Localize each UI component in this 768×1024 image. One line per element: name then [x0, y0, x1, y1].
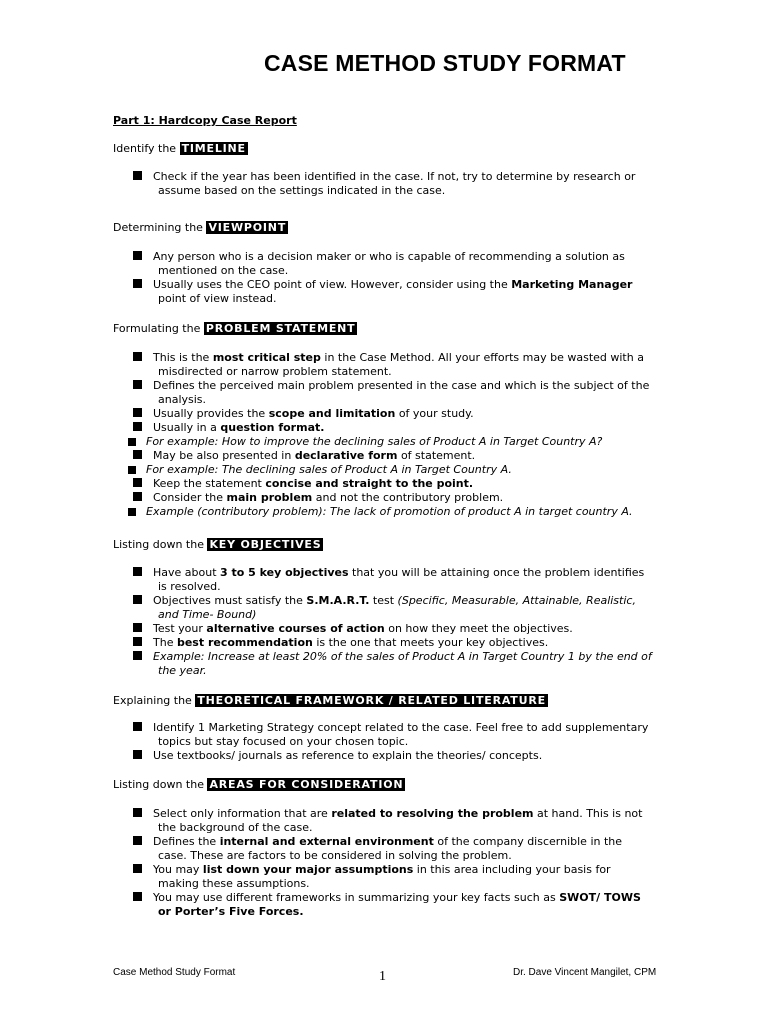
bullet-item	[113, 491, 653, 505]
bullet-text: in this area including your basis for making these assumptions.	[158, 863, 611, 890]
square-bullet-icon	[133, 651, 142, 660]
bullet-item	[113, 379, 653, 407]
square-bullet-icon	[128, 508, 136, 516]
sub-bullet-item	[113, 463, 653, 477]
section-items-areas-for-consideration	[113, 807, 653, 919]
section-heading-key-objectives	[113, 538, 323, 552]
square-bullet-icon	[133, 623, 142, 632]
square-bullet-icon	[133, 750, 142, 759]
bullet-item	[113, 594, 653, 622]
section-prefix: Formulating the	[113, 322, 204, 335]
square-bullet-icon	[133, 836, 142, 845]
bullet-text: Keep the statement	[153, 477, 266, 490]
bullet-text: of statement.	[397, 449, 476, 462]
bullet-text: at hand. This is not the background of the case.	[158, 807, 643, 834]
bullet-item	[113, 749, 653, 763]
bullet-text: Use textbooks/ journals as reference to explain the theories/ concepts.	[153, 749, 543, 762]
bullet-text: Identify 1 Marketing Strategy concept related to the case. Feel free to add supplementary topics but stay focused on your chosen topic.	[153, 721, 649, 748]
square-bullet-icon	[133, 637, 142, 646]
square-bullet-icon	[133, 279, 142, 288]
bullet-text: is the one that meets your key objectives.	[312, 636, 549, 649]
bullet-item	[113, 407, 653, 421]
section-highlight: TIMELINE	[181, 142, 246, 155]
bullet-item	[113, 351, 653, 379]
sub-bullet-item	[113, 505, 653, 519]
square-bullet-icon	[133, 892, 142, 901]
bullet-text: Example: Increase at least 20% of the sales of Product A in Target Country 1 by the end of the year.	[153, 650, 652, 677]
section-prefix: Explaining the	[113, 694, 196, 707]
bullet-text: on how they meet the objectives.	[384, 622, 573, 635]
bullet-item	[113, 863, 653, 891]
bullet-text: main problem	[226, 491, 313, 504]
square-bullet-icon	[133, 864, 142, 873]
bullet-item	[113, 566, 653, 594]
bullet-text: Usually provides the	[153, 407, 269, 420]
page-title: CASE METHOD STUDY FORMAT	[264, 50, 626, 76]
bullet-text: You may	[153, 863, 203, 876]
section-items-timeline	[113, 170, 653, 198]
bullet-text: in the Case Method. All your efforts may be wasted with a misdirected or narrow problem statement.	[158, 351, 644, 378]
square-bullet-icon	[128, 438, 136, 446]
square-bullet-icon	[133, 567, 142, 576]
bullet-text: Defines the perceived main problem presented in the case and which is the subject of the analysis.	[153, 379, 650, 406]
square-bullet-icon	[133, 171, 142, 180]
bullet-text: Usually uses the CEO point of view. However, consider using the	[153, 278, 512, 291]
section-items-theoretical-framework	[113, 721, 653, 763]
square-bullet-icon	[133, 380, 142, 389]
section-highlight: THEORETICAL FRAMEWORK / RELATED LITERATURE	[197, 694, 546, 707]
bullet-text: For example: How to improve the declining sales of Product A in Target Country A?	[146, 435, 603, 448]
footer-right: Dr. Dave Vincent Mangilet, CPM	[513, 967, 657, 978]
bullet-text: concise and straight to the point.	[265, 477, 474, 490]
bullet-item	[113, 278, 653, 306]
bullet-text: alternative courses of action	[206, 622, 385, 635]
section-highlight: AREAS FOR CONSIDERATION	[209, 778, 404, 791]
bullet-text: S.M.A.R.T.	[306, 594, 370, 607]
bullet-item	[113, 622, 653, 636]
section-prefix: Listing down the	[113, 538, 208, 551]
part-heading: Part 1: Hardcopy Case Report	[113, 114, 297, 127]
bullet-text: 3 to 5 key objectives	[220, 566, 349, 579]
square-bullet-icon	[128, 466, 136, 474]
bullet-text: (Specific, Measurable, Attainable, Realistic, and Time- Bound)	[158, 594, 636, 621]
square-bullet-icon	[133, 722, 142, 731]
bullet-text: For example: The declining sales of Product A in Target Country A.	[146, 463, 512, 476]
section-heading-problem-statement	[113, 322, 357, 336]
square-bullet-icon	[133, 422, 142, 431]
section-heading-theoretical-framework	[113, 694, 548, 708]
square-bullet-icon	[133, 251, 142, 260]
bullet-item	[113, 250, 653, 278]
bullet-text: that you will be attaining once the problem identifies is resolved.	[158, 566, 645, 593]
section-items-viewpoint	[113, 250, 653, 306]
square-bullet-icon	[133, 478, 142, 487]
bullet-item	[113, 636, 653, 650]
bullet-item	[113, 421, 653, 435]
section-highlight: VIEWPOINT	[208, 221, 287, 234]
page-number: 1	[379, 969, 386, 984]
bullet-text: test	[369, 594, 398, 607]
bullet-text: Any person who is a decision maker or who is capable of recommending a solution as mentioned on the case.	[153, 250, 625, 277]
footer-left: Case Method Study Format	[113, 967, 236, 978]
bullet-text: Defines the	[153, 835, 220, 848]
section-prefix: Listing down the	[113, 778, 208, 791]
section-heading-areas-for-consideration	[113, 778, 405, 792]
bullet-text: most critical step	[212, 351, 321, 364]
bullet-text: point of view instead.	[158, 292, 277, 305]
bullet-text: You may use different frameworks in summarizing your key facts such as	[153, 891, 560, 904]
bullet-text: Have about	[153, 566, 221, 579]
bullet-text: Consider the	[153, 491, 227, 504]
bullet-text: This is the	[153, 351, 213, 364]
square-bullet-icon	[133, 352, 142, 361]
bullet-item	[113, 170, 653, 198]
bullet-text: SWOT/ TOWS or Porter’s Five Forces.	[158, 891, 641, 918]
square-bullet-icon	[133, 450, 142, 459]
section-prefix: Determining the	[113, 221, 207, 234]
bullet-text: The	[153, 636, 177, 649]
bullet-text: Objectives must satisfy the	[153, 594, 307, 607]
section-items-problem-statement	[113, 351, 653, 519]
bullet-text: related to resolving the problem	[331, 807, 534, 820]
bullet-text: internal and external environment	[219, 835, 434, 848]
section-heading-viewpoint	[113, 221, 288, 235]
bullet-text: of your study.	[395, 407, 474, 420]
bullet-item	[113, 807, 653, 835]
bullet-text: Check if the year has been identified in the case. If not, try to determine by research or assume based on the settings indicated in the case.	[153, 170, 636, 197]
bullet-text: Marketing Manager	[511, 278, 633, 291]
bullet-text: Example (contributory problem): The lack of promotion of product A in target country A.	[146, 505, 633, 518]
bullet-text: Select only information that are	[153, 807, 332, 820]
square-bullet-icon	[133, 595, 142, 604]
section-prefix: Identify the	[113, 142, 180, 155]
section-heading-timeline	[113, 142, 248, 156]
bullet-item	[113, 721, 653, 749]
square-bullet-icon	[133, 408, 142, 417]
bullet-text: of the company discernible in the case. These are factors to be considered in solving the problem.	[158, 835, 623, 862]
bullet-text: Usually in a	[153, 421, 221, 434]
bullet-item	[113, 835, 653, 863]
square-bullet-icon	[133, 492, 142, 501]
bullet-item	[113, 477, 653, 491]
bullet-text: and not the contributory problem.	[312, 491, 504, 504]
bullet-text: scope and limitation	[268, 407, 396, 420]
bullet-text: best recommendation	[176, 636, 313, 649]
bullet-text: Test your	[153, 622, 207, 635]
bullet-text: declarative form	[294, 449, 398, 462]
sub-bullet-item	[113, 435, 653, 449]
section-items-key-objectives	[113, 566, 653, 678]
bullet-item	[113, 449, 653, 463]
bullet-item	[113, 650, 653, 678]
bullet-text: list down your major assumptions	[202, 863, 414, 876]
section-highlight: PROBLEM STATEMENT	[205, 322, 356, 335]
bullet-text: May be also presented in	[153, 449, 295, 462]
square-bullet-icon	[133, 808, 142, 817]
section-highlight: KEY OBJECTIVES	[209, 538, 322, 551]
bullet-item	[113, 891, 653, 919]
bullet-text: question format.	[220, 421, 325, 434]
